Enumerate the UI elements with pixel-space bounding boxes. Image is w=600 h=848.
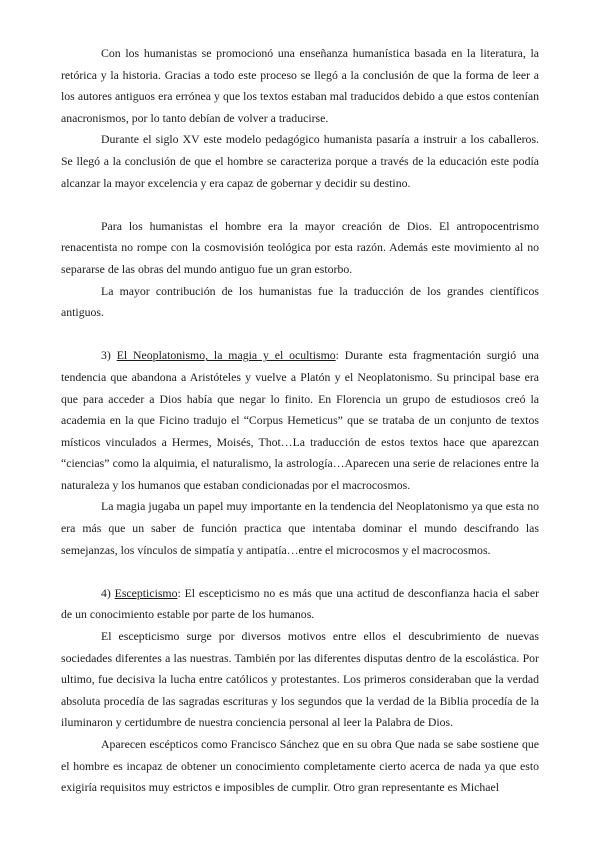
section-neoplatonism xyxy=(61,345,539,496)
paragraph-man-creation: Para los humanistas el hombre era la mayor creación de Dios. El antropocentrismo renacentista no rompe con la cosmovisión teológica por esta razón. Además este movimiento al no separarse de las obras del mundo antiguo fue un gran estorbo. xyxy=(61,218,539,276)
section-heading-neoplatonism: El Neoplatonismo, la magia y el ocultismo xyxy=(116,348,336,363)
paragraph-translation-contribution: La mayor contribución de los humanistas fue la traducción de los grandes científicos antiguos. xyxy=(61,283,539,320)
paragraph-magic: La magia jugaba un papel muy importante en la tendencia del Neoplatonismo ya que esta no era más que un saber de función practica que intentaba dominar el mundo descifrando las semejanzas, los vínculos de simpatía y antipatía…entre el microcosmos y el macrocosmos. xyxy=(61,499,539,557)
section-number: 3) xyxy=(101,348,117,363)
section-skepticism xyxy=(61,583,539,626)
paragraph-skeptics: Aparecen escépticos como Francisco Sánchez que en su obra Que nada se sabe sostiene que el hombre es incapaz de obtener un conocimiento completamente cierto acerca de nada ya que esto exigiría requisitos muy estrictos e imposibles de cumplir. Otro gran representante es Michael xyxy=(61,737,539,795)
section-body: : Durante esta fragmentación surgió una tendencia que abandona a Aristóteles y vuelve a Platón y el Neoplatonismo. Su principal base era que para acceder a Dios había que negar lo finito. En Florencia un grupo de estudiosos creó la academia en la que Ficino tradujo el “Corpus Hemeticus” que se trataba de un conjunto de textos místicos vinculados a Hermes, Moisés, Thot…La traducción de estos textos hace que aparezcan “ciencias” como la alquimia, el naturalismo, la astrología…Aparecen una serie de relaciones entre la naturaleza y los humanos que estaban condicionadas por el macrocosmos. xyxy=(61,348,539,492)
spacer xyxy=(61,194,539,216)
paragraph-fifteenth-century: Durante el siglo XV este modelo pedagógico humanista pasaría a instruir a los caballeros. Se llegó a la conclusión de que el hombre se caracteriza porque a través de la educación este podía alcanzar la mayor excelencia y era capaz de gobernar y decidir su destino. xyxy=(61,132,539,190)
paragraph-humanist-education: Con los humanistas se promocionó una enseñanza humanística basada en la literatura, la retórica y la historia. Gracias a todo este proceso se llegó a la conclusión de que la forma de leer a los autores antiguos era errónea y que los textos estaban mal traducidos debido a que estos contenían anacronismos, por lo tanto debían de volver a traducirse. xyxy=(61,46,539,125)
section-number: 4) xyxy=(101,585,115,600)
section-heading-skepticism: Escepticismo xyxy=(114,585,178,600)
spacer xyxy=(61,324,539,346)
spacer xyxy=(61,561,539,583)
paragraph-skepticism-origins: El escepticismo surge por diversos motivos entre ellos el descubrimiento de nuevas sociedades diferentes a las nuestras. También por las diferentes disputas dentro de la escolástica. Por ultimo, fue decisiva la lucha entre católicos y protestantes. Los primeros consideraban que la verdad absoluta procedía de las sagradas escrituras y los segundos que la verdad de la Biblia procedía de la iluminaron y certidumbre de nuestra conciencia personal al leer la Palabra de Dios. xyxy=(61,629,539,730)
document-page xyxy=(61,43,539,799)
section-body: : El escepticismo no es más que una actitud de desconfianza hacia el saber de un conocimiento estable por parte de los humanos. xyxy=(61,585,539,622)
